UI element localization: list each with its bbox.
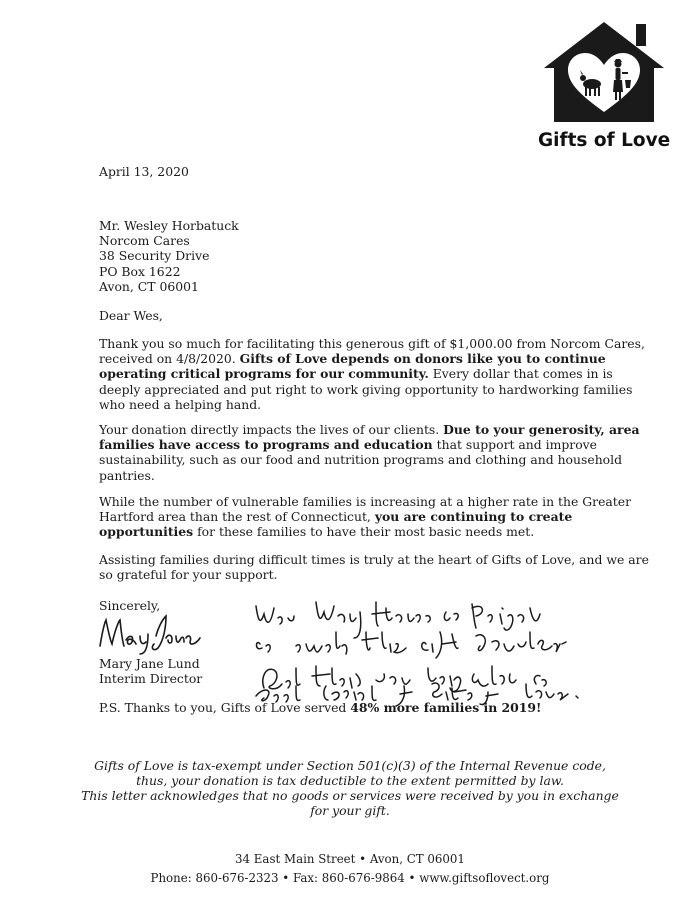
text-run: Every dollar that comes in is	[428, 366, 613, 382]
address-line: Mr. Wesley Horbatuck	[99, 218, 239, 233]
paragraph-line	[99, 437, 619, 452]
paragraph-3	[99, 494, 632, 540]
organization-logo	[534, 18, 674, 158]
note-line: Gifts of Love is tax-exempt under Section 501(c)(3) of the Internal Revenue code,	[94, 758, 606, 773]
paragraph-line	[99, 351, 619, 366]
house-heart-logo-icon	[542, 18, 666, 126]
paragraph-line: who need a helping hand.	[99, 396, 262, 412]
paragraph-line: deeply appreciated and put right to work giving opportunity to hardworking families	[99, 381, 633, 397]
paragraph-1	[99, 336, 645, 412]
paragraph-line: Assisting families during difficult times is truly at the heart of Gifts of Love, and we are	[99, 552, 649, 567]
address-line: PO Box 1622	[99, 263, 181, 279]
postscript	[99, 700, 541, 715]
signer-name: Mary Jane Lund	[99, 656, 200, 671]
bold-text-run: 48% more families in 2019!	[350, 700, 542, 715]
recipient-address	[99, 218, 239, 294]
signer-title: Interim Director	[99, 671, 203, 686]
paragraph-line: Thank you so much for facilitating this generous gift of $1,000.00 from Norcom Cares,	[99, 336, 645, 351]
bold-text-run: opportunities	[99, 524, 194, 540]
handwritten-signature	[96, 606, 206, 656]
bold-text-run: operating critical programs for our community.	[99, 366, 429, 382]
paragraph-line: pantries.	[99, 467, 155, 483]
paragraph-4	[99, 552, 649, 583]
text-run: Hartford area than the rest of Connecticut,	[99, 509, 375, 525]
bold-text-run: you are continuing to create	[374, 509, 573, 525]
paragraph-line: sustainability, such as our food and nutrition programs and clothing and household	[99, 452, 623, 468]
bold-text-run: Gifts of Love depends on donors like you to continue	[239, 351, 606, 367]
address-line: Norcom Cares	[99, 233, 190, 249]
note-line: thus, your donation is tax deductible to the extent permitted by law.	[136, 773, 564, 788]
footer-address: 34 East Main Street • Avon, CT 06001	[235, 852, 465, 866]
closing: Sincerely,	[99, 598, 161, 613]
paragraph-line: While the number of vulnerable families is increasing at a higher rate in the Greater	[99, 494, 632, 509]
letter-date: April 13, 2020	[99, 164, 189, 179]
text-run: that support and improve	[432, 437, 598, 453]
address-line: 38 Security Drive	[99, 248, 210, 264]
paragraph-line	[99, 366, 619, 381]
text-run: for these families to have their most basic needs met.	[193, 524, 535, 540]
paragraph-line	[99, 422, 640, 437]
paragraph-2	[99, 422, 640, 483]
bold-text-run: Due to your generosity, area	[443, 422, 640, 437]
paragraph-line: so grateful for your support.	[99, 567, 278, 583]
paragraph-line	[99, 509, 619, 524]
tax-exempt-note	[70, 758, 630, 818]
note-line: for your gift.	[310, 803, 390, 818]
bold-text-run: families have access to programs and education	[99, 437, 433, 453]
organization-name: Gifts of Love	[538, 130, 671, 151]
salutation: Dear Wes,	[99, 308, 163, 323]
text-run: P.S. Thanks to you, Gifts of Love served	[99, 700, 351, 715]
note-line: This letter acknowledges that no goods or services were received by you in exchange	[81, 788, 619, 803]
text-run: Your donation directly impacts the lives of our clients.	[99, 422, 444, 437]
footer-contact: Phone: 860-676-2323 • Fax: 860-676-9864 • www.giftsoflovect.org	[150, 871, 550, 885]
handwritten-note	[236, 588, 636, 708]
text-run: received on 4/8/2020.	[99, 351, 240, 367]
paragraph-line	[99, 524, 619, 539]
address-line: Avon, CT 06001	[99, 278, 199, 294]
